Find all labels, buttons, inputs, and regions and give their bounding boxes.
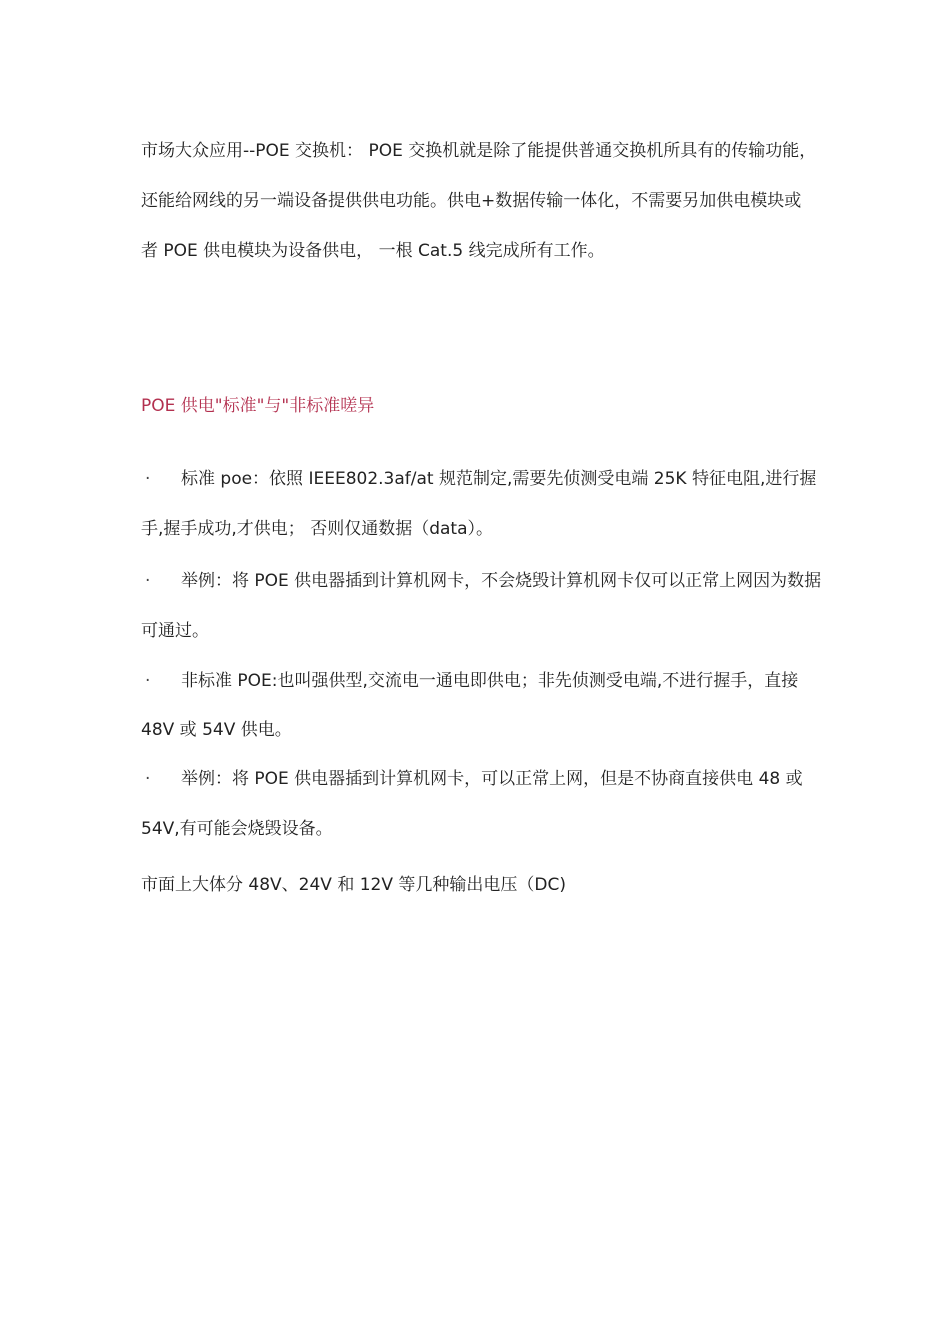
intro-line-3: 者 POE 供电模块为设备供电， 一根 Cat.5 线完成所有工作。 (141, 241, 605, 261)
list-item-continuation: 48V 或 54V 供电。 (141, 720, 292, 740)
list-item-text: 标准 poe：依照 IEEE802.3af/at 规范制定,需要先侦测受电端 25K 特征电阻,进行握 (181, 469, 817, 489)
list-item-continuation: 54V,有可能会烧毁设备。 (141, 819, 333, 839)
bullet-dot-icon: · (145, 671, 151, 691)
bullet-dot-icon: · (145, 769, 151, 789)
list-item (141, 570, 821, 592)
list-item-continuation: 可通过。 (141, 621, 209, 641)
intro-line-2: 还能给网线的另一端设备提供供电功能。供电+数据传输一体化，不需要另加供电模块或 (141, 191, 802, 211)
list-item (141, 768, 803, 790)
list-item (141, 468, 816, 490)
bullet-dot-icon: · (145, 469, 151, 489)
list-item (141, 670, 798, 692)
list-item-text: 非标准 POE:也叫强供型,交流电一通电即供电；非先侦测受电端,不进行握手，直接 (181, 671, 799, 691)
intro-line-1: 市场大众应用--POE 交换机： POE 交换机就是除了能提供普通交换机所具有的传输功能， (141, 141, 817, 161)
list-item-continuation: 手,握手成功,才供电； 否则仅通数据（data）。 (141, 519, 494, 539)
list-item-text: 举例：将 POE 供电器插到计算机网卡，不会烧毁计算机网卡仅可以正常上网因为数据 (181, 571, 822, 591)
section-heading: POE 供电"标准"与"非标准嗟异 (141, 396, 375, 416)
summary-line: 市面上大体分 48V、24V 和 12V 等几种输出电压（DC) (141, 875, 566, 895)
bullet-dot-icon: · (145, 571, 151, 591)
list-item-text: 举例：将 POE 供电器插到计算机网卡，可以正常上网，但是不协商直接供电 48 或 (181, 769, 803, 789)
